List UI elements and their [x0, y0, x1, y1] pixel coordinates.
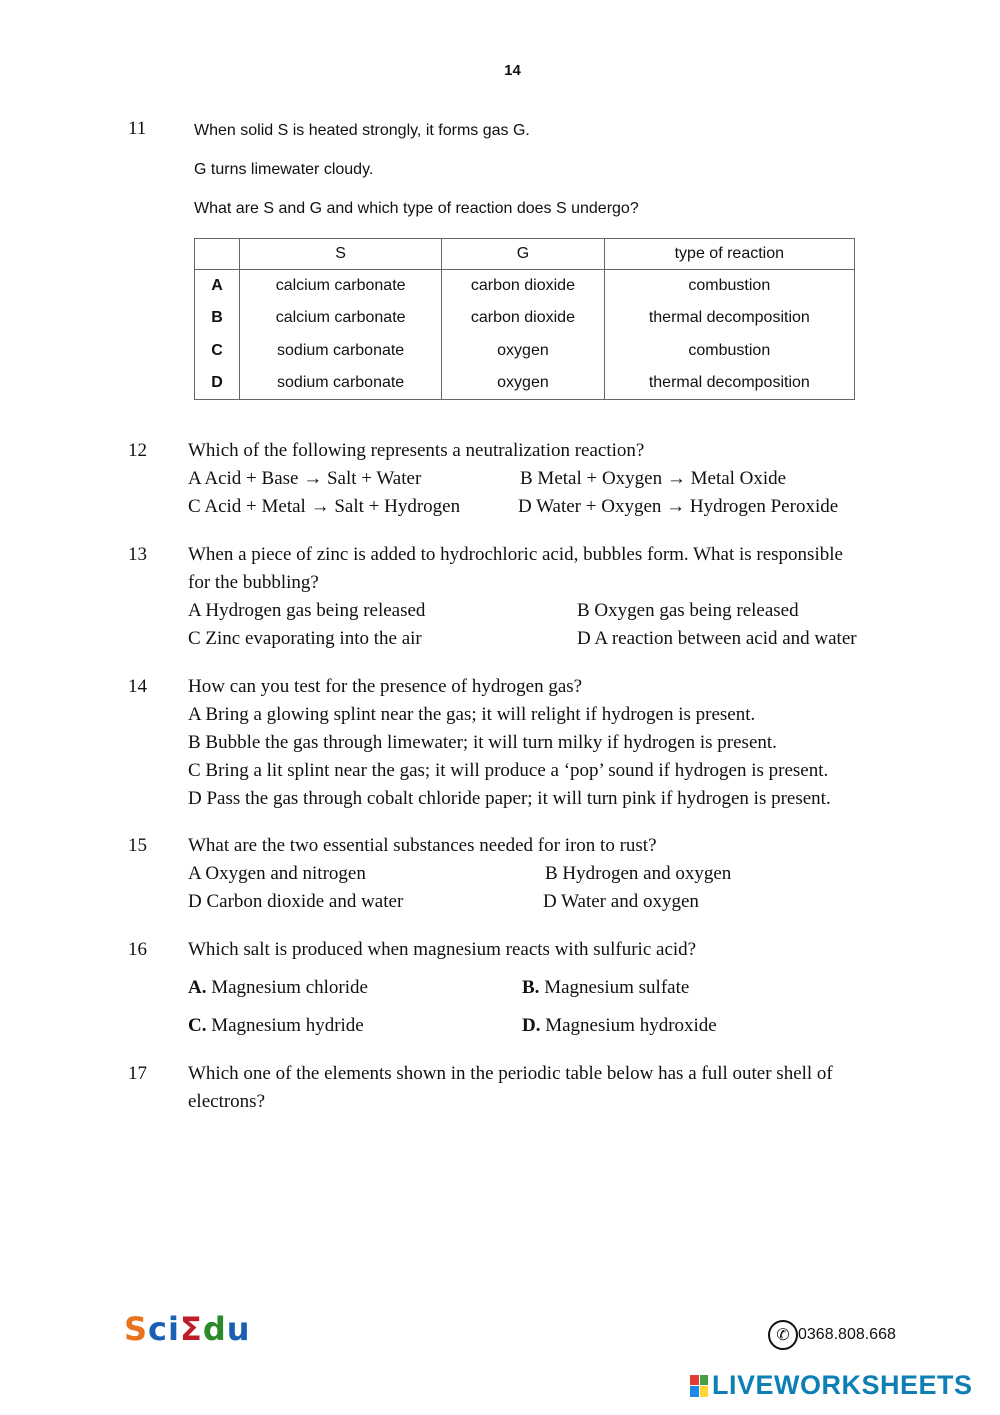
question-text: What are S and G and which type of reaction does S undergo?: [194, 200, 639, 217]
phone-number: 0368.808.668: [798, 1326, 896, 1343]
table-cell: calcium carbonate: [240, 270, 442, 303]
sciedu-logo: SciΣdu: [124, 1310, 251, 1348]
table-cell: combustion: [604, 334, 854, 366]
option-a[interactable]: A Acid + Base → Salt + Water: [188, 468, 422, 489]
table-cell: calcium carbonate: [240, 302, 442, 334]
question-text: When solid S is heated strongly, it forms gas G.: [194, 122, 530, 139]
option-b[interactable]: [522, 977, 689, 999]
option-b[interactable]: B Bubble the gas through limewater; it will turn milky if hydrogen is present.: [188, 732, 777, 753]
question-number: 11: [128, 118, 147, 139]
table-cell: carbon dioxide: [442, 270, 604, 303]
option-b[interactable]: B Oxygen gas being released: [577, 600, 799, 621]
table-header-cell: G: [442, 239, 604, 270]
table-row: [195, 302, 855, 334]
table-cell: oxygen: [442, 334, 604, 366]
question-number: 14: [128, 676, 147, 697]
answer-table: [194, 238, 855, 400]
option-letter: C.: [188, 1015, 207, 1036]
option-a[interactable]: A Hydrogen gas being released: [188, 600, 426, 621]
table-cell: thermal decomposition: [604, 302, 854, 334]
option-c[interactable]: C Acid + Metal → Salt + Hydrogen: [188, 496, 461, 517]
option-c[interactable]: [188, 1015, 364, 1037]
question-number: 13: [128, 544, 147, 565]
table-cell: sodium carbonate: [240, 367, 442, 400]
option-text: Magnesium hydride: [206, 1015, 364, 1036]
option-letter: A.: [188, 977, 207, 998]
question-text: electrons?: [188, 1091, 266, 1112]
phone-contact: [768, 1320, 896, 1350]
option-b[interactable]: B Metal + Oxygen → Metal Oxide: [520, 468, 787, 489]
question-number: 16: [128, 939, 147, 960]
question-text: for the bubbling?: [188, 572, 319, 593]
question-text: Which salt is produced when magnesium reacts with sulfuric acid?: [188, 939, 697, 960]
question-number: 17: [128, 1063, 147, 1084]
question-text: G turns limewater cloudy.: [194, 161, 374, 178]
option-letter: D.: [522, 1015, 541, 1036]
table-cell: sodium carbonate: [240, 334, 442, 366]
option-d[interactable]: D A reaction between acid and water: [577, 628, 857, 649]
table-cell: carbon dioxide: [442, 302, 604, 334]
question-text: Which of the following represents a neutralization reaction?: [188, 440, 645, 461]
option-c[interactable]: C Bring a lit splint near the gas; it will produce a ‘pop’ sound if hydrogen is present.: [188, 760, 829, 781]
liveworksheets-wordmark: LIVEWORKSHEETS: [712, 1370, 973, 1400]
table-cell: combustion: [604, 270, 854, 303]
option-d[interactable]: [522, 1015, 717, 1037]
question-text: How can you test for the presence of hydrogen gas?: [188, 676, 583, 697]
question-number: 12: [128, 440, 147, 461]
table-row: [195, 334, 855, 366]
table-row: [195, 367, 855, 400]
option-c[interactable]: C Zinc evaporating into the air: [188, 628, 422, 649]
option-text: Magnesium sulfate: [539, 977, 690, 998]
table-header-cell: S: [240, 239, 442, 270]
table-cell: C: [195, 334, 240, 366]
table-cell: thermal decomposition: [604, 367, 854, 400]
page-number: 14: [504, 62, 521, 79]
question-text: What are the two essential substances needed for iron to rust?: [188, 835, 657, 856]
table-header-cell: type of reaction: [604, 239, 854, 270]
table-cell: B: [195, 302, 240, 334]
option-text: Magnesium hydroxide: [540, 1015, 717, 1036]
option-a[interactable]: A Oxygen and nitrogen: [188, 863, 366, 884]
question-number: 15: [128, 835, 147, 856]
option-d[interactable]: D Pass the gas through cobalt chloride paper; it will turn pink if hydrogen is present.: [188, 788, 831, 809]
option-d[interactable]: D Water + Oxygen → Hydrogen Peroxide: [518, 496, 839, 517]
question-text: Which one of the elements shown in the periodic table below has a full outer shell of: [188, 1063, 833, 1084]
option-a[interactable]: A Bring a glowing splint near the gas; it will relight if hydrogen is present.: [188, 704, 756, 725]
table-cell: D: [195, 367, 240, 400]
option-b[interactable]: B Hydrogen and oxygen: [545, 863, 732, 884]
table-header-row: [195, 239, 855, 270]
table-cell: oxygen: [442, 367, 604, 400]
liveworksheets-brand: [690, 1370, 973, 1401]
option-a[interactable]: [188, 977, 368, 999]
option-c[interactable]: D Carbon dioxide and water: [188, 891, 404, 912]
phone-icon: ✆: [768, 1320, 798, 1350]
question-text: When a piece of zinc is added to hydrochloric acid, bubbles form. What is responsible: [188, 544, 843, 565]
table-header-cell: [195, 239, 240, 270]
option-text: Magnesium chloride: [206, 977, 368, 998]
option-letter: B.: [522, 977, 540, 998]
table-cell: A: [195, 270, 240, 303]
liveworksheets-icon: [690, 1375, 708, 1397]
table-row: [195, 270, 855, 303]
option-d[interactable]: D Water and oxygen: [543, 891, 699, 912]
